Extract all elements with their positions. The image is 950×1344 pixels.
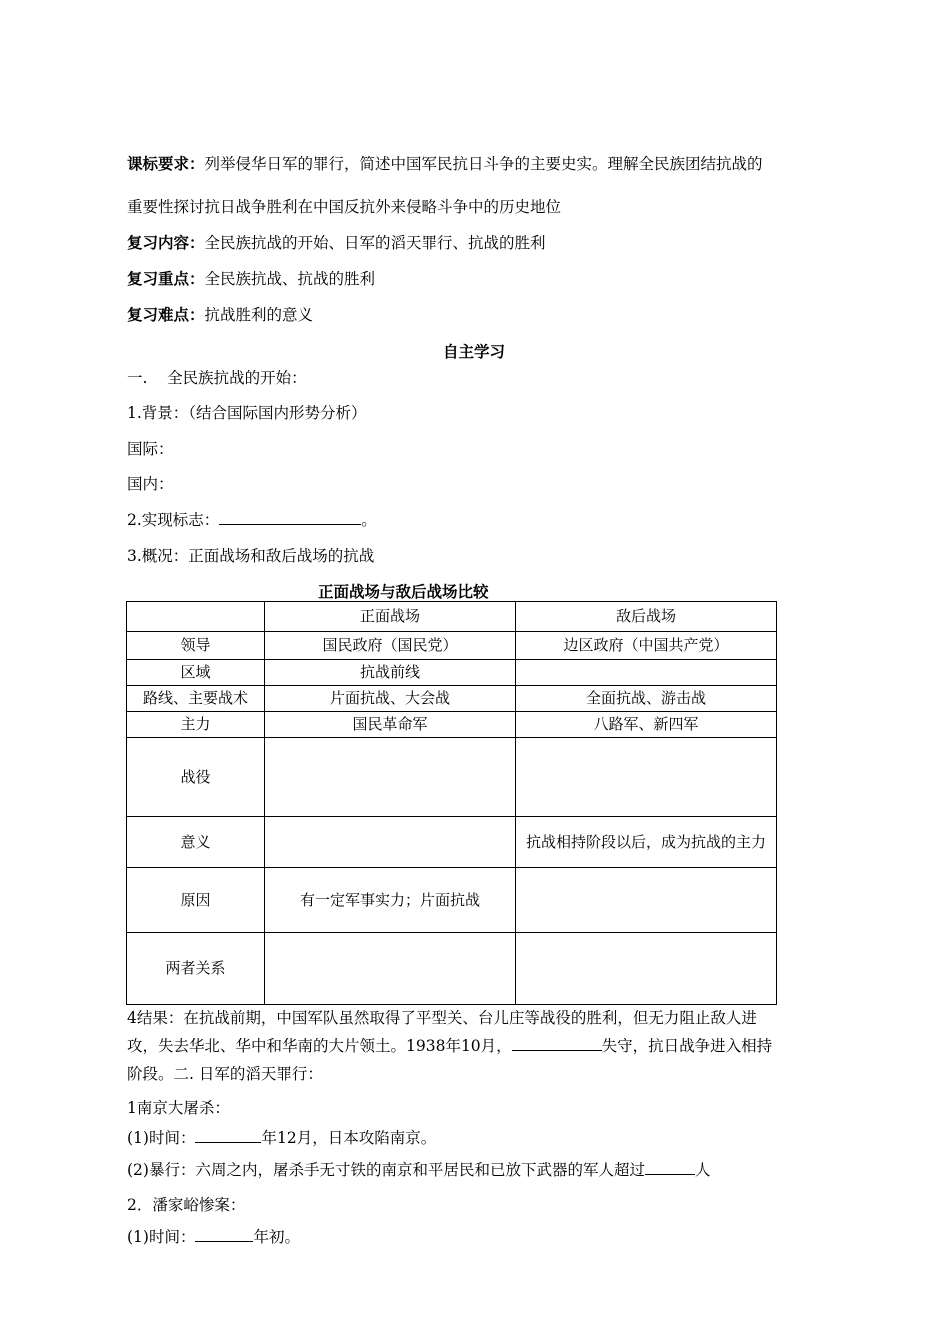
table-cell: 抗战前线 <box>265 660 516 686</box>
section-title: 自主学习 <box>443 343 506 361</box>
table-cell <box>516 868 777 933</box>
fill-blank[interactable] <box>195 1227 253 1242</box>
international: 国际： <box>127 440 174 458</box>
table-cell <box>516 660 777 686</box>
row-label: 意义 <box>127 817 265 868</box>
text: 失守，抗日战争进入相持 <box>601 1037 773 1055</box>
background: 1.背景：（结合国际国内形势分析） <box>127 404 367 422</box>
domestic: 国内： <box>127 475 174 493</box>
text: 全民族抗战的开始、日军的滔天罪行、抗战的胜利 <box>204 234 546 252</box>
label: 复习内容： <box>127 234 205 252</box>
nanjing-time <box>127 1126 436 1148</box>
table-row <box>127 933 777 1005</box>
table-title: 正面战场与敌后战场比较 <box>318 583 489 601</box>
panjiayu-time <box>127 1225 300 1247</box>
result-line-2 <box>127 1034 772 1056</box>
header-cell: 敌后战场 <box>516 602 777 632</box>
table-row <box>127 738 777 817</box>
table-row <box>127 868 777 933</box>
part1-heading: 一. 全民族抗战的开始： <box>127 369 307 387</box>
table-cell <box>265 933 516 1005</box>
result-line-1: 4结果：在抗战前期，中国军队虽然取得了平型关、台儿庄等战役的胜利，但无力阻止敌人进 <box>127 1009 757 1027</box>
text: 人 <box>694 1161 711 1179</box>
table-cell: 抗战相持阶段以后，成为抗战的主力 <box>516 817 777 868</box>
text: 2.实现标志： <box>127 511 220 529</box>
row-label: 区域 <box>127 660 265 686</box>
table-row <box>127 686 777 712</box>
row-label: 路线、主要战术 <box>127 686 265 712</box>
table-cell: 有一定军事实力；片面抗战 <box>265 868 516 933</box>
text: 年初。 <box>253 1228 300 1246</box>
sign-line <box>127 508 377 530</box>
overview: 3.概况：正面战场和敌后战场的抗战 <box>127 547 375 565</box>
text: 抗战胜利的意义 <box>204 306 314 324</box>
table-cell: 国民政府（国民党） <box>265 632 516 660</box>
text: 。 <box>361 511 377 529</box>
text: (2)暴行：六周之内，屠杀手无寸铁的南京和平居民和已放下武器的军人超过 <box>127 1161 645 1179</box>
fill-blank[interactable] <box>219 510 361 525</box>
table-row <box>127 632 777 660</box>
review-focus <box>127 267 375 289</box>
table-header-row <box>127 602 777 632</box>
table-cell: 片面抗战、大会战 <box>265 686 516 712</box>
standard-requirement <box>127 152 763 174</box>
nanjing-atrocity <box>127 1158 710 1180</box>
table-row <box>127 712 777 738</box>
text: 列举侵华日军的罪行，简述中国军民抗日斗争的主要史实。理解全民族团结抗战的 <box>204 155 763 173</box>
result-line-3: 阶段。二. 日军的滔天罪行： <box>127 1065 323 1083</box>
standard-requirement-cont <box>127 195 561 217</box>
text: (1)时间： <box>127 1129 196 1147</box>
table-cell: 国民革命军 <box>265 712 516 738</box>
row-label: 两者关系 <box>127 933 265 1005</box>
table-cell <box>265 738 516 817</box>
label: 复习重点： <box>127 270 205 288</box>
text: 全民族抗战、抗战的胜利 <box>204 270 376 288</box>
panjiayu-heading: 2．潘家峪惨案： <box>127 1196 246 1214</box>
comparison-table <box>126 601 777 1005</box>
label: 复习难点： <box>127 306 205 324</box>
row-label: 主力 <box>127 712 265 738</box>
row-label: 领导 <box>127 632 265 660</box>
fill-blank[interactable] <box>512 1036 602 1051</box>
table-cell: 边区政府（中国共产党） <box>516 632 777 660</box>
table-row <box>127 660 777 686</box>
header-cell: 正面战场 <box>265 602 516 632</box>
table-cell: 全面抗战、游击战 <box>516 686 777 712</box>
row-label: 原因 <box>127 868 265 933</box>
fill-blank[interactable] <box>645 1160 695 1175</box>
review-difficulty <box>127 303 313 325</box>
nanjing-heading: 1南京大屠杀： <box>127 1099 230 1117</box>
text: 年12月，日本攻陷南京。 <box>261 1129 437 1147</box>
review-content <box>127 231 546 253</box>
text: (1)时间： <box>127 1228 196 1246</box>
fill-blank[interactable] <box>195 1128 261 1143</box>
label: 课标要求： <box>127 155 205 173</box>
text: 攻，失去华北、华中和华南的大片领土。1938年10月， <box>127 1037 512 1055</box>
row-label: 战役 <box>127 738 265 817</box>
table-cell <box>516 738 777 817</box>
header-cell <box>127 602 265 632</box>
table-cell <box>516 933 777 1005</box>
text: 重要性探讨抗日战争胜利在中国反抗外来侵略斗争中的历史地位 <box>127 198 562 216</box>
table-row <box>127 817 777 868</box>
table-cell: 八路军、新四军 <box>516 712 777 738</box>
table-cell <box>265 817 516 868</box>
